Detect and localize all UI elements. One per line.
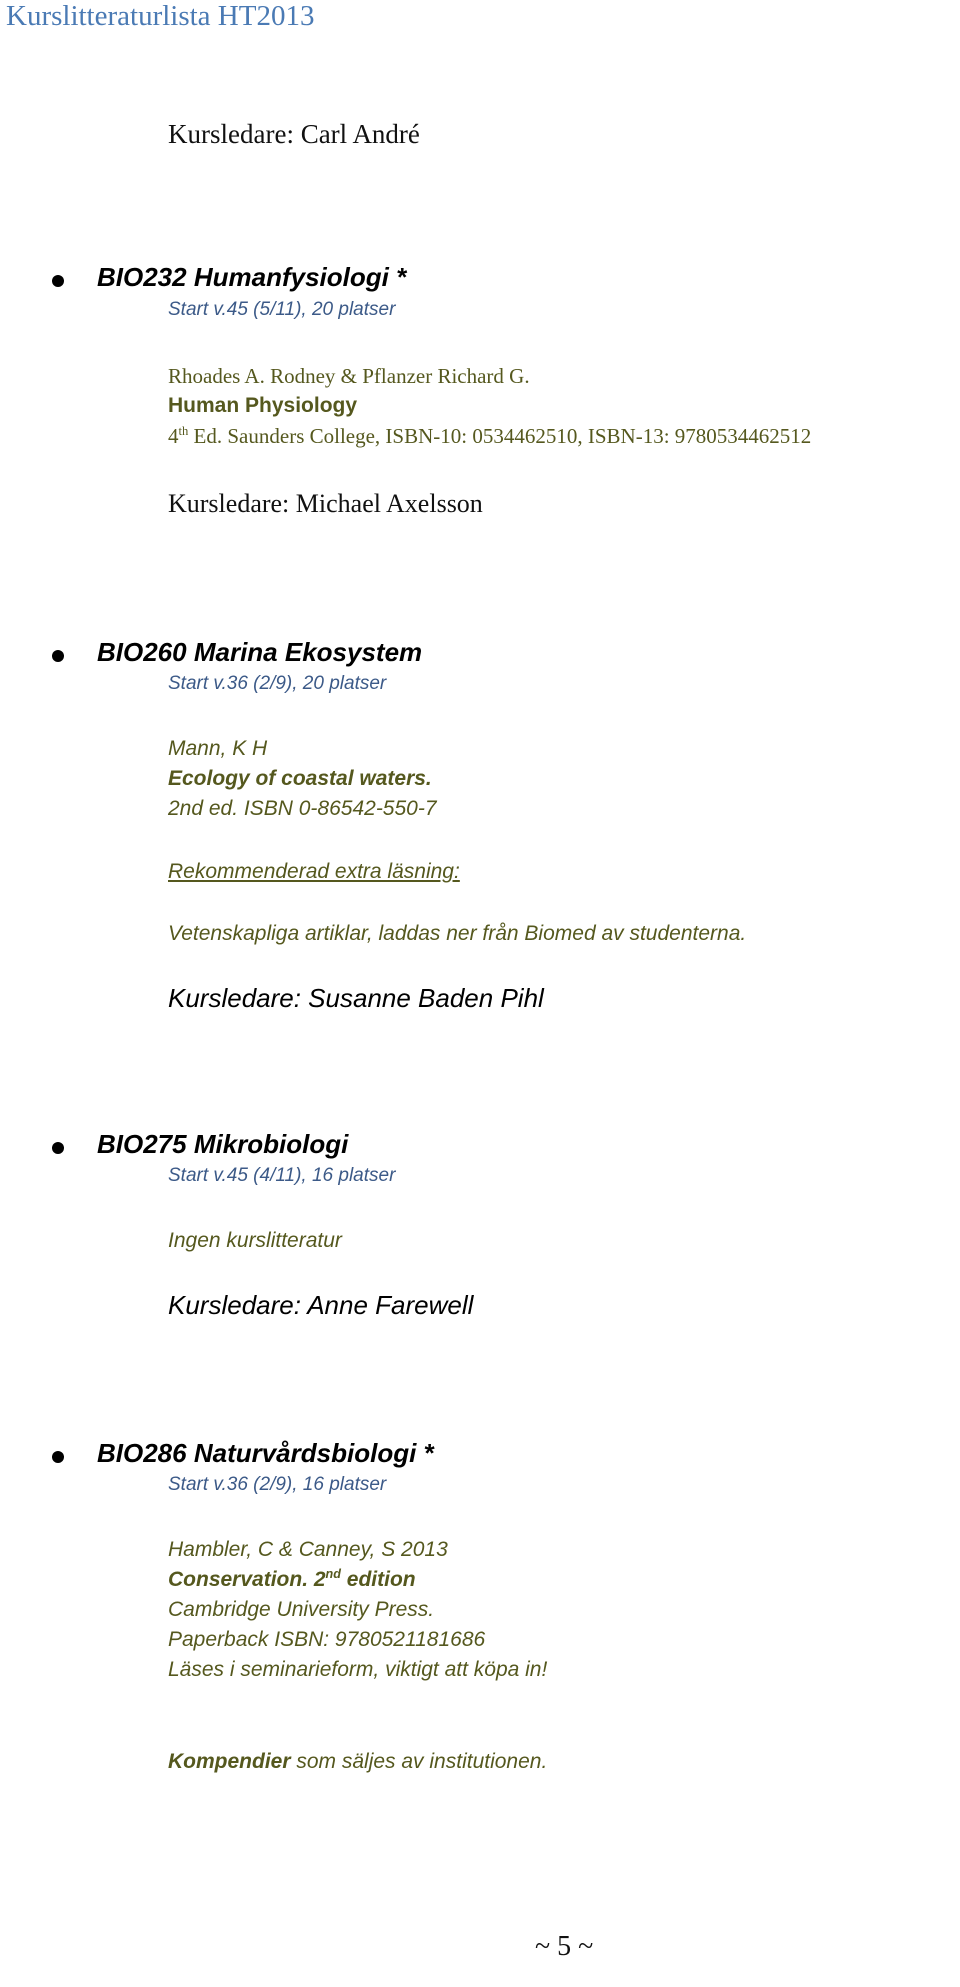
book-isbn-bio286: Paperback ISBN: 9780521181686	[168, 1628, 486, 1651]
book-title-bio260: Ecology of coastal waters.	[168, 767, 432, 790]
course-leader-bio232: Kursledare: Michael Axelsson	[168, 489, 483, 518]
book-title-bio286: Conservation. 2nd edition	[168, 1567, 416, 1591]
bullet-icon	[52, 1142, 64, 1154]
kompendier-note: Kompendier som säljes av institutionen.	[168, 1750, 548, 1773]
course-start-bio275: Start v.45 (4/11), 16 platser	[168, 1165, 396, 1186]
course-start-bio232: Start v.45 (5/11), 20 platser	[168, 299, 396, 320]
book-edition-bio260: 2nd ed. ISBN 0-86542-550-7	[168, 797, 437, 820]
book-authors-bio260: Mann, K H	[168, 737, 268, 760]
extra-reading-text: Vetenskapliga artiklar, laddas ner från Biomed av studenterna.	[168, 922, 747, 945]
bullet-icon	[52, 650, 64, 662]
course-leader-bio275: Kursledare: Anne Farewell	[168, 1290, 474, 1320]
book-edition-bio232: 4th Ed. Saunders College, ISBN-10: 0534462510, ISBN-13: 9780534462512	[168, 424, 812, 448]
page-header-title: Kurslitteraturlista HT2013	[6, 0, 315, 32]
course-start-bio286: Start v.36 (2/9), 16 platser	[168, 1474, 387, 1495]
course-title-bio260: BIO260 Marina Ekosystem	[97, 637, 423, 667]
course-title-bio286: BIO286 Naturvårdsbiologi *	[97, 1438, 434, 1468]
book-authors-bio286: Hambler, C & Canney, S 2013	[168, 1538, 448, 1561]
course-start-bio260: Start v.36 (2/9), 20 platser	[168, 673, 387, 694]
book-title-bio232: Human Physiology	[168, 394, 358, 417]
course-title-bio232: BIO232 Humanfysiologi *	[97, 262, 407, 292]
extra-reading-heading: Rekommenderad extra läsning:	[168, 860, 460, 883]
book-remark-bio286: Läses i seminarieform, viktigt att köpa in!	[168, 1658, 548, 1681]
book-publisher-bio286: Cambridge University Press.	[168, 1598, 435, 1621]
bullet-icon	[52, 1451, 64, 1463]
bullet-icon	[52, 275, 64, 287]
course-leader-bio260: Kursledare: Susanne Baden Pihl	[168, 983, 544, 1013]
course-leader-intro: Kursledare: Carl André	[168, 119, 420, 149]
book-authors-bio232: Rhoades A. Rodney & Pflanzer Richard G.	[168, 364, 530, 388]
course-note-bio275: Ingen kurslitteratur	[168, 1229, 342, 1252]
course-title-bio275: BIO275 Mikrobiologi	[97, 1129, 349, 1159]
page-number: ~ 5 ~	[535, 1931, 594, 1962]
